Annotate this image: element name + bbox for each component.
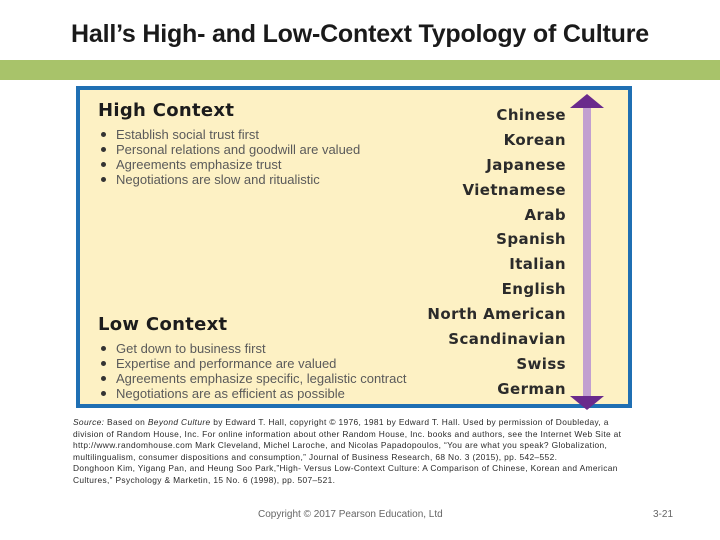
- country-label: Scandinavian: [448, 330, 566, 349]
- list-item: Negotiations are slow and ritualistic: [98, 172, 360, 187]
- country-label: Swiss: [516, 354, 566, 373]
- page-number: 3-21: [653, 509, 674, 520]
- scale-bar: [583, 104, 591, 400]
- list-item: Expertise and performance are valued: [98, 356, 406, 371]
- arrow-up-icon: [570, 94, 604, 108]
- source-label: Source:: [73, 417, 105, 427]
- country-label: Spanish: [496, 230, 566, 249]
- arrow-down-icon: [570, 396, 604, 410]
- source-line-2: Donghoon Kim, Yigang Pan, and Heung Soo Park,”High- Versus Low-Context Culture: A Comparison of Chinese, Korean and American Cultures,” Psychology & Marketin, 15 No. 6 (1998), pp. 507–521.: [73, 463, 618, 485]
- source-text: by Edward T. Hall, copyright © 1976, 1981 by Edward T. Hall. Used by permission of Doubleday, a division of Random House, Inc. For online information about other Random House, Inc. books and authors, see the Internet Web Site at http://www.randomhouse.com Mark Cleveland, Michel Laroche, and Nicolas Papadopoulos, “You are what you speak? Globalization, multilingualism, consumer dispositions and consumption,” Journal of Business Research, 68 No. 3 (2015), pp. 542–552.: [73, 417, 622, 462]
- country-label: Arab: [524, 205, 566, 224]
- high-context-list: [98, 127, 360, 187]
- context-scale-arrow: [570, 94, 604, 410]
- list-item: Personal relations and goodwill are valued: [98, 142, 360, 157]
- low-context-heading: Low Context: [98, 314, 228, 335]
- country-label: Japanese: [486, 155, 566, 174]
- list-item: Establish social trust first: [98, 127, 360, 142]
- country-list: [427, 105, 566, 404]
- country-label: German: [497, 379, 566, 398]
- list-item: Get down to business first: [98, 341, 406, 356]
- slide-title: Hall’s High- and Low-Context Typology of Culture: [71, 20, 649, 48]
- list-item: Agreements emphasize specific, legalistic contract: [98, 371, 406, 386]
- header-band: [0, 60, 720, 80]
- country-label: Korean: [503, 130, 566, 149]
- country-label: English: [501, 280, 566, 299]
- copyright-footer: Copyright © 2017 Pearson Education, Ltd: [258, 509, 443, 520]
- source-book-title: Beyond Culture: [147, 417, 211, 427]
- source-prefix: Based on: [104, 417, 148, 427]
- list-item: Negotiations are as efficient as possible: [98, 386, 406, 401]
- country-label: Vietnamese: [462, 180, 566, 199]
- country-label: North American: [427, 305, 566, 324]
- source-note: [73, 417, 635, 487]
- low-context-list: [98, 341, 406, 401]
- list-item: Agreements emphasize trust: [98, 157, 360, 172]
- high-context-heading: High Context: [98, 100, 235, 121]
- country-label: Chinese: [496, 106, 566, 124]
- context-figure: [76, 86, 632, 408]
- country-label: Italian: [509, 255, 566, 274]
